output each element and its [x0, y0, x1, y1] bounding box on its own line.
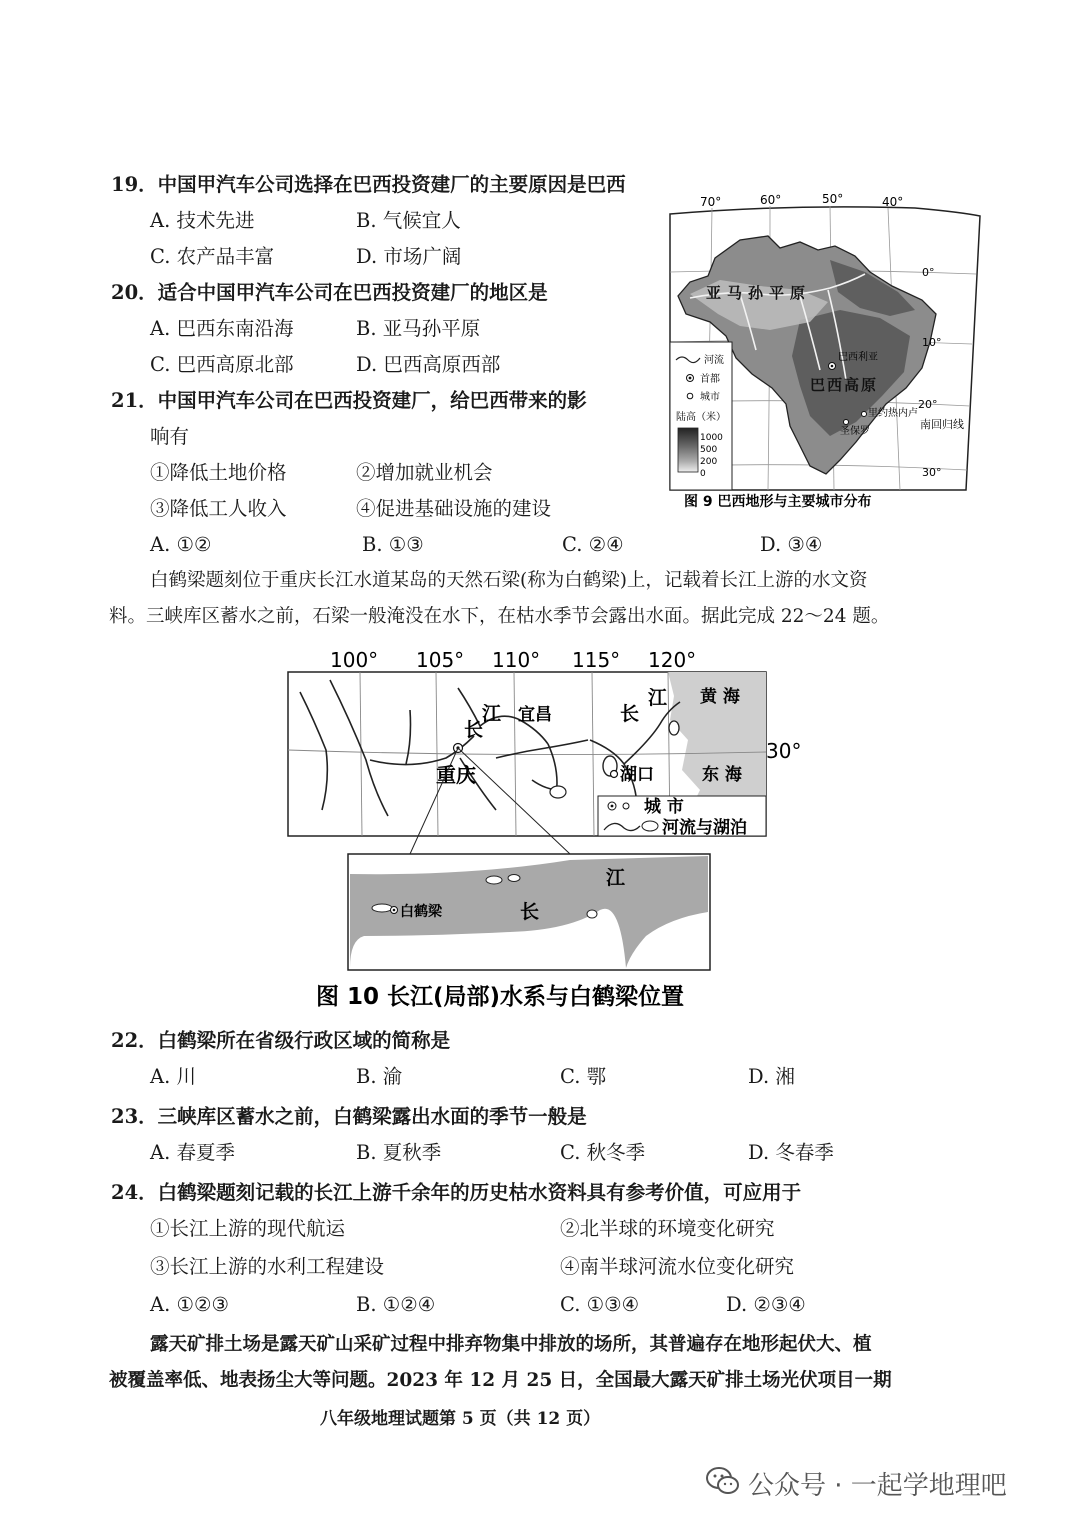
- brazil-highland-label: 巴西高原: [810, 376, 879, 394]
- q24-option-a: A. ①②③: [150, 1293, 229, 1316]
- q21-statement-1: ①降低土地价格: [150, 461, 287, 484]
- yichang-label: 宜昌: [518, 705, 552, 725]
- q22-option-c: C. 鄂: [560, 1065, 607, 1088]
- inset-island-3: [587, 910, 597, 918]
- legend-elev-1000: 1000: [700, 433, 723, 443]
- lon-60-label: 60°: [760, 193, 782, 207]
- lon-50-label: 50°: [822, 192, 844, 206]
- lon-100-label: 100°: [330, 648, 379, 672]
- q22-option-a: A. 川: [150, 1065, 196, 1088]
- wechat-logo-icon: [706, 1466, 740, 1496]
- q19-option-c: C. 农产品丰富: [150, 245, 275, 268]
- tropic-of-capricorn-label: 南回归线: [920, 418, 964, 431]
- chongqing-label: 重庆: [436, 763, 476, 787]
- q19-option-b: B. 气候宜人: [356, 209, 461, 232]
- q23-option-c: C. 秋冬季: [560, 1141, 646, 1164]
- watermark-text: 公众号 · 一起学地理吧: [748, 1471, 1007, 1501]
- q21-option-c: C. ②④: [562, 533, 624, 556]
- yangtze-char-chang-west: 长: [464, 719, 484, 741]
- q21-stem-line1: 21．中国甲汽车公司在巴西投资建厂，给巴西带来的影: [111, 389, 587, 412]
- east-sea-label: 东 海: [702, 765, 742, 785]
- lon-105-label: 105°: [416, 648, 465, 672]
- wechat-watermark: [706, 1463, 1056, 1499]
- hukou-label: 湖口: [620, 765, 654, 785]
- q20-option-a: A. 巴西东南沿海: [150, 317, 294, 340]
- lon-70-label: 70°: [700, 195, 722, 209]
- q22-option-d: D. 湘: [748, 1065, 795, 1088]
- lon-110-label: 110°: [492, 648, 541, 672]
- legend-elev-200: 200: [700, 457, 718, 467]
- q23-stem: 23．三峡库区蓄水之前，白鹤梁露出水面的季节一般是: [111, 1105, 587, 1128]
- brasilia-capital-dot: [831, 365, 834, 368]
- yangtze-char-jiang-west: 江: [482, 703, 502, 725]
- passage1-line1: 白鹤梁题刻位于重庆长江水道某岛的天然石梁(称为白鹤梁)上，记载着长江上游的水文资: [150, 570, 868, 591]
- q20-option-d: D. 巴西高原西部: [356, 353, 501, 376]
- inset-island-2: [508, 875, 520, 882]
- inset-chang-label: 长: [520, 901, 540, 923]
- page-footer: 八年级地理试题第 5 页（共 12 页）: [320, 1409, 601, 1429]
- hukou-marker: [611, 771, 618, 778]
- q21-statement-2: ②增加就业机会: [356, 461, 493, 484]
- lat-10-label: 10°: [922, 336, 942, 349]
- q23-option-b: B. 夏秋季: [356, 1141, 442, 1164]
- rio-city-marker: [862, 412, 867, 417]
- q20-stem: 20．适合中国甲汽车公司在巴西投资建厂的地区是: [111, 281, 548, 304]
- legend-city-label-10: 城 市: [644, 797, 684, 817]
- legend-elev-500: 500: [700, 445, 718, 455]
- lon-115-label: 115°: [572, 648, 621, 672]
- lat-20-label: 20°: [918, 398, 938, 411]
- q24-statement-4: ④南半球河流水位变化研究: [560, 1255, 795, 1278]
- figure-10-yangtze-map: [270, 640, 810, 1020]
- lat-0-label: 0°: [922, 266, 935, 279]
- q19-option-d: D. 市场广阔: [356, 245, 462, 268]
- inset-island-1: [486, 876, 502, 884]
- baiheliang-label: 白鹤梁: [400, 904, 442, 920]
- amazon-plain-label: 亚马孙平原: [706, 284, 812, 302]
- brasilia-label: 巴西利亚: [838, 352, 878, 363]
- q22-stem: 22．白鹤梁所在省级行政区域的简称是: [111, 1029, 451, 1052]
- lat-30-label-10: 30°: [766, 739, 802, 763]
- legend-lake-symbol-10: [642, 821, 658, 831]
- rio-label: 里约热内卢: [868, 408, 918, 419]
- q21-option-d: D. ③④: [760, 533, 823, 556]
- saopaulo-city-marker: [844, 420, 849, 425]
- baiheliang-marker-dot: [393, 909, 396, 912]
- yellow-sea-label: 黄 海: [700, 687, 740, 707]
- q24-statement-3: ③长江上游的水利工程建设: [150, 1255, 385, 1278]
- q19-option-a: A. 技术先进: [150, 209, 255, 232]
- legend-city-label: 城市: [700, 392, 720, 403]
- legend-city-symbol: [687, 393, 693, 399]
- legend-elev-0: 0: [700, 469, 706, 479]
- q21-statement-4: ④促进基础设施的建设: [356, 497, 552, 520]
- q20-option-b: B. 亚马孙平原: [356, 317, 481, 340]
- q21-statement-3: ③降低工人收入: [150, 497, 287, 520]
- q24-option-d: D. ②③④: [726, 1293, 806, 1316]
- q20-option-c: C. 巴西高原北部: [150, 353, 294, 376]
- lon-120-label: 120°: [648, 648, 697, 672]
- q21-stem-line2: 响有: [150, 425, 190, 448]
- saopaulo-label: 圣保罗: [840, 426, 870, 437]
- yangtze-char-jiang-east: 江: [648, 687, 668, 709]
- legend-river-label: 河流: [704, 355, 724, 366]
- dongting-lake: [550, 786, 566, 798]
- yangtze-char-chang-east: 长: [620, 703, 640, 725]
- passage2-line1: 露天矿排土场是露天矿山采矿过程中排弃物集中排放的场所，其普遍存在地形起伏大、植: [150, 1334, 872, 1355]
- figure-9-caption: 图 9 巴西地形与主要城市分布: [684, 494, 872, 510]
- lat-30-label: 30°: [922, 466, 942, 479]
- q23-option-a: A. 春夏季: [150, 1141, 235, 1164]
- q22-option-b: B. 渝: [356, 1065, 403, 1088]
- taihu-lake: [669, 721, 679, 735]
- q24-statement-2: ②北半球的环境变化研究: [560, 1217, 775, 1240]
- q24-stem: 24．白鹤梁题刻记载的长江上游千余年的历史枯水资料具有参考价值，可应用于: [111, 1181, 802, 1204]
- q23-option-d: D. 冬春季: [748, 1141, 834, 1164]
- q21-option-b: B. ①③: [362, 533, 424, 556]
- inset-jiang-label: 江: [606, 867, 626, 889]
- q21-option-a: A. ①②: [150, 533, 212, 556]
- passage1-line2: 料。三峡库区蓄水之前，石梁一般淹没在水下，在枯水季节会露出水面。据此完成 22～24 题。: [109, 606, 890, 627]
- figure-10-caption: 图 10 长江(局部)水系与白鹤梁位置: [316, 984, 685, 1010]
- q24-option-c: C. ①③④: [560, 1293, 640, 1316]
- legend-elevation-scale: [678, 428, 698, 472]
- legend-town-symbol-10: [623, 803, 629, 809]
- legend-elevation-title: 陆高（米）: [676, 412, 726, 423]
- baiheliang-island: [372, 904, 392, 912]
- q19-stem: 19．中国甲汽车公司选择在巴西投资建厂的主要原因是巴西: [111, 173, 626, 196]
- legend-capital-label: 首都: [700, 374, 720, 385]
- legend-capital-dot: [689, 377, 692, 380]
- legend-city-dot-10: [611, 805, 614, 808]
- q24-option-b: B. ①②④: [356, 1293, 436, 1316]
- q24-statement-1: ①长江上游的现代航运: [150, 1217, 346, 1240]
- passage2-line2: 被覆盖率低、地表扬尘大等问题。2023 年 12 月 25 日，全国最大露天矿排土场光伏项目一期: [109, 1370, 892, 1391]
- figure-9-brazil-map: [660, 190, 990, 520]
- legend-river-lake-label-10: 河流与湖泊: [662, 818, 747, 838]
- lon-40-label: 40°: [882, 195, 904, 209]
